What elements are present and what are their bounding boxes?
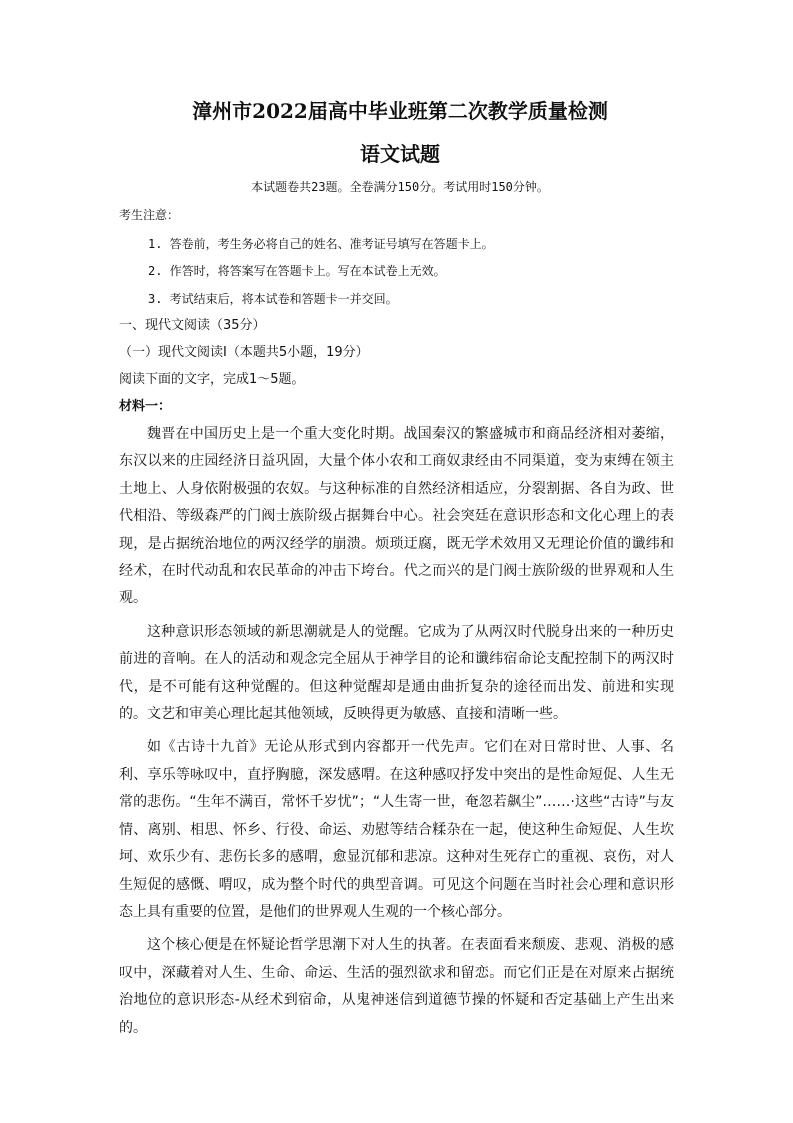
notice-heading: 考生注意： bbox=[119, 208, 180, 222]
passage-paragraph: 魏晋在中国历史上是一个重大变化时期。战国秦汉的繁盛城市和商品经济相对萎缩，东汉以来的庄园经济日益巩固，大量个体小农和工商奴隶经由不同渠道，变为束缚在领主土地上、人身依附极强的农奴。与这种标准的自然经济相适应，分裂割据、各自为政、世代相沿、等级森严的门阀士族阶级占据舞台中心。社会突廷在意识形态和文化心理上的表现，是占据统治地位的两汉经学的崩溃。烦琐迂腐，既无学术效用又无理论价值的谶纬和经术，在时代动乱和农民革命的冲击下垮台。代之而兴的是门阀士族阶级的世界观和人生观。 bbox=[119, 426, 674, 607]
material-label: 材料一： bbox=[119, 399, 172, 414]
notice-item: 3. 考试结束后，将本试卷和答题卡一并交回。 bbox=[148, 292, 398, 306]
section-heading-part-one: 一、现代文阅读（35分） bbox=[119, 318, 266, 333]
passage-paragraph: 如《古诗十九首》无论从形式到内容都开一代先声。它们在对日常时世、人事、名利、享乐等咏叹中，直抒胸臆，深发感喟。在这种感叹抒发中突出的是性命短促、人生无常的悲伤。“生年不满百，常怀千岁忧”；“人生寄一世，奄忽若飙尘”……·这些“古诗”与友情、离别、相思、怀乡、行役、命运、劝慰等结合糅杂在一起，使这种生命短促、人生坎坷、欢乐少有、悲伤长多的感喟，愈显沉郁和悲凉。这种对生死存亡的重视、哀伤，对人生短促的感慨、喟叹，成为整个时代的典型音调。可见这个问题在当时社会心理和意识形态上具有重要的位置，是他们的世界观人生观的一个核心部分。 bbox=[119, 739, 674, 920]
passage-paragraph: 这个核心便是在怀疑论哲学思潮下对人生的执著。在表面看来颓废、悲观、消极的感叹中，深藏着对人生、生命、命运、生活的强烈欲求和留恋。而它们正是在对原来占据统治地位的意识形态-从经术到宿命，从鬼神迷信到道德节操的怀疑和否定基础上产生出来的。 bbox=[119, 937, 674, 1036]
passage-body bbox=[119, 421, 674, 1048]
passage-paragraph: 这种意识形态领域的新思潮就是人的觉醒。它成为了从两汉时代脱身出来的一种历史前进的音响。在人的活动和观念完全屈从于神学目的论和谶纬宿命论支配控制下的两汉时代，是不可能有这种觉醒的。但这种觉醒却是通由曲折复杂的途径而出发、前进和实现的。文艺和审美心理比起其他领域，反映得更为敏感、直接和清晰一些。 bbox=[119, 623, 674, 723]
section-heading-sub-one: （一）现代文阅读Ⅰ（本题共5小题，19分） bbox=[119, 345, 369, 360]
notice-item: 2. 作答时，将答案写在答题卡上。写在本试卷上无效。 bbox=[148, 264, 446, 278]
page-title: 漳州市2022届高中毕业班第二次教学质量检测 bbox=[192, 99, 608, 123]
page-subtitle: 语文试题 bbox=[360, 142, 440, 166]
exam-info-line: 本试题卷共23题。全卷满分150分。考试用时150分钟。 bbox=[251, 180, 549, 194]
reading-instruction: 阅读下面的文字，完成1～5题。 bbox=[119, 372, 305, 387]
notice-item: 1. 答卷前，考生务必将自己的姓名、准考证号填写在答题卡上。 bbox=[148, 237, 494, 251]
